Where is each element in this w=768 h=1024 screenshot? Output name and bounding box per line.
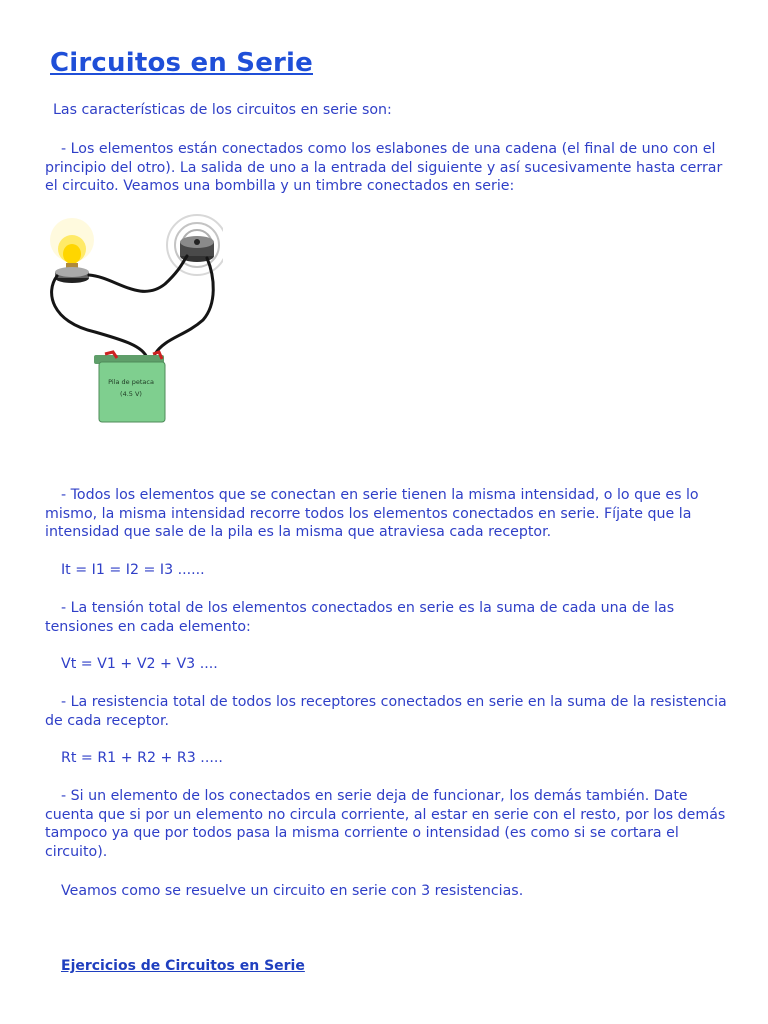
paragraph-total-resistance: - La resistencia total de todos los receptores conectados en serie en la suma de la resistencia de cada receptor. — [45, 694, 727, 729]
paragraph-series-connection: - Los elementos están conectados como los eslabones de una cadena (el final de uno con el principio del otro). La salida de uno a la entrada del siguiente y así sucesivamente hasta cerrar el circuito. Veamos una bombilla y un timbre conectados en serie: — [45, 141, 723, 194]
formula-resistance: Rt = R1 + R2 + R3 ..... — [61, 750, 223, 766]
series-circuit-illustration — [45, 212, 223, 430]
battery-label-line1: Pila de petaca — [108, 378, 154, 386]
exercises-link[interactable]: Ejercicios de Circuitos en Serie — [61, 958, 305, 974]
buzzer-icon — [167, 215, 223, 275]
light-bulb-icon — [50, 218, 94, 283]
battery-label-line2: (4.5 V) — [120, 390, 142, 398]
intro-text: Las características de los circuitos en serie son: — [53, 102, 392, 118]
battery-icon — [94, 352, 165, 422]
formula-voltage: Vt = V1 + V2 + V3 .... — [61, 656, 218, 672]
formula-intensity: It = I1 = I2 = I3 ...... — [61, 562, 205, 578]
paragraph-element-failure: - Si un elemento de los conectados en serie deja de funcionar, los demás también. Date cuenta que si por un elemento no circula corriente, al estar en serie con el resto, por los demás tampoco ya que por todos pasa la misma corriente o intensidad (es como si se cortara el circuito). — [45, 788, 726, 860]
paragraph-total-voltage: - La tensión total de los elementos conectados en serie es la suma de cada una de las tensiones en cada elemento: — [45, 600, 675, 635]
paragraph-same-current: - Todos los elementos que se conectan en serie tienen la misma intensidad, o lo que es lo mismo, la misma intensidad recorre todos los elementos conectados en serie. Fíjate que la intensidad que sale de la pila es la misma que atraviesa cada receptor. — [45, 487, 699, 540]
paragraph-example-intro: Veamos como se resuelve un circuito en serie con 3 resistencias. — [61, 883, 524, 899]
page-title-link[interactable]: Circuitos en Serie — [50, 48, 313, 78]
